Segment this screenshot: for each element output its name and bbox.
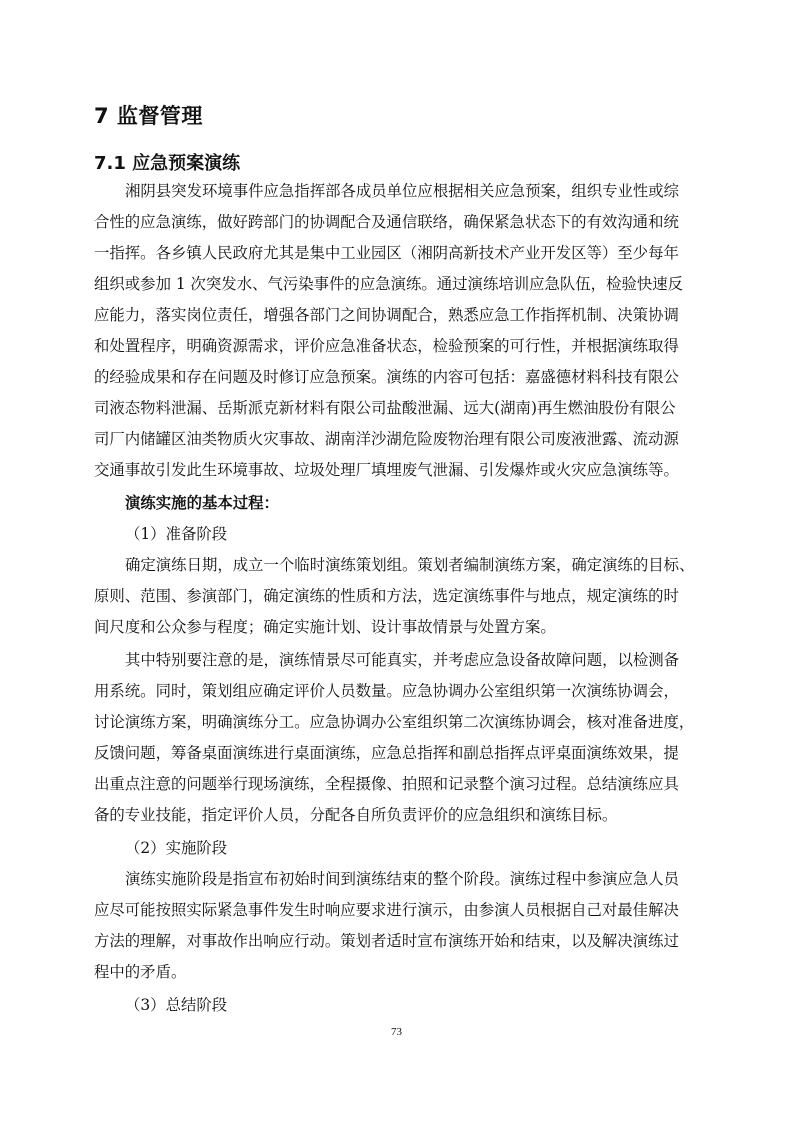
paragraph-line: 间尺度和公众参与程度；确定实施计划、设计事故情景与处置方案。 xyxy=(94,618,556,636)
paragraph-line: 组织或参加 1 次突发水、气污染事件的应急演练。通过演练培训应急队伍，检验快速反 xyxy=(94,275,684,293)
stage-label: （3）总结阶段 xyxy=(125,996,228,1014)
paragraph-line: 司厂内储罐区油类物质火灾事故、湖南洋沙湖危险废物治理有限公司废液泄露、流动源 xyxy=(94,430,679,448)
paragraph-line: 的经验成果和存在问题及时修订应急预案。演练的内容可包括：嘉盛德材料科技有限公 xyxy=(94,368,679,386)
paragraph-line: 出重点注意的问题举行现场演练，全程摄像、拍照和记录整个演习过程。总结演练应具 xyxy=(94,775,679,793)
subsection-heading: 7.1 应急预案演练 xyxy=(94,153,241,174)
paragraph-line: 应尽可能按照实际紧急事件发生时响应要求进行演示，由参演人员根据自己对最佳解决 xyxy=(94,901,679,919)
paragraph-line: 湘阴县突发环境事件应急指挥部各成员单位应根据相关应急预案，组织专业性或综 xyxy=(125,182,680,200)
paragraph-line: 其中特别要注意的是，演练情景尽可能真实，并考虑应急设备故障问题，以检测备 xyxy=(125,651,680,669)
paragraph-line: 原则、范围、参演部门，确定演练的性质和方法，选定演练事件与地点，规定演练的时 xyxy=(94,587,679,605)
paragraph-line: 演练实施阶段是指宣布初始时间到演练结束的整个阶段。演练过程中参演应急人员 xyxy=(125,870,680,888)
process-heading: 演练实施的基本过程： xyxy=(125,494,279,512)
paragraph-line: 备的专业技能，指定评价人员，分配各自所负责评价的应急组织和演练目标。 xyxy=(94,806,618,824)
paragraph-line: 方法的理解，对事故作出响应行动。策划者适时宣布演练开始和结束，以及解决演练过 xyxy=(94,932,679,950)
section-heading: 7 监督管理 xyxy=(94,104,203,128)
paragraph-line: 合性的应急演练，做好跨部门的协调配合及通信联络，确保紧急状态下的有效沟通和统 xyxy=(94,213,679,231)
stage-label: （2）实施阶段 xyxy=(125,839,228,857)
paragraph-line: 和处置程序，明确资源需求，评价应急准备状态，检验预案的可行性，并根据演练取得 xyxy=(94,337,679,355)
paragraph-line: 确定演练日期，成立一个临时演练策划组。策划者编制演练方案，确定演练的目标、 xyxy=(125,556,695,574)
paragraph-line: 应能力，落实岗位责任，增强各部门之间协调配合，熟悉应急工作指挥机制、决策协调 xyxy=(94,306,679,324)
paragraph-line: 交通事故引发此生环境事故、垃圾处理厂填埋废气泄漏、引发爆炸或火灾应急演练等。 xyxy=(94,461,679,479)
stage-label: （1）准备阶段 xyxy=(125,525,228,543)
page-number: 73 xyxy=(391,1026,402,1038)
paragraph-line: 反馈问题，筹备桌面演练进行桌面演练，应急总指挥和副总指挥点评桌面演练效果，提 xyxy=(94,744,679,762)
paragraph-line: 程中的矛盾。 xyxy=(94,963,187,981)
paragraph-line: 司液态物料泄漏、岳斯派克新材料有限公司盐酸泄漏、远大(湖南)再生燃油股份有限公 xyxy=(94,399,676,417)
paragraph-line: 讨论演练方案，明确演练分工。应急协调办公室组织第二次演练协调会，核对准备进度， xyxy=(94,713,695,731)
paragraph-line: 一指挥。各乡镇人民政府尤其是集中工业园区（湘阴高新技术产业开发区等）至少每年 xyxy=(94,244,679,262)
paragraph-line: 用系统。同时，策划组应确定评价人员数量。应急协调办公室组织第一次演练协调会， xyxy=(94,682,679,700)
